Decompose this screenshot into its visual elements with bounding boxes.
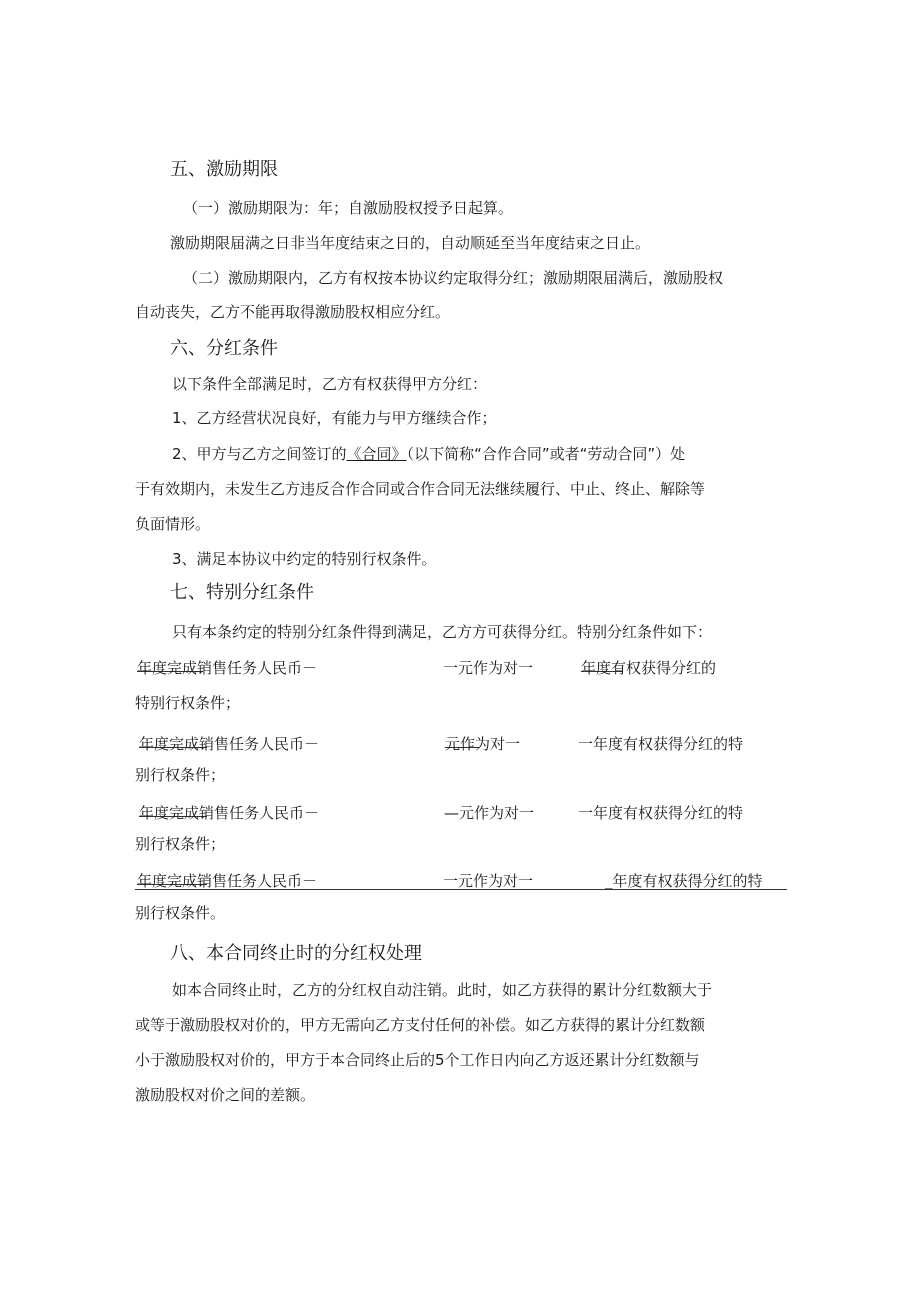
sales-target-text: 年度完成销售任务人民币－ bbox=[139, 804, 320, 822]
dividend-year-text: 一年度有权获得分红的特 bbox=[578, 735, 744, 753]
section-5-para-3-line-2: 自动丧失，乙方不能再取得激励股权相应分红。 bbox=[135, 303, 451, 321]
section-8-line-3: 小于激励股权对价的，甲方于本合同终止后的5个工作日内向乙方返还累计分红数额与 bbox=[135, 1051, 700, 1069]
special-condition-row-2-cont: 别行权条件； bbox=[135, 766, 226, 784]
special-condition-row-2 bbox=[135, 733, 787, 755]
condition-2-suffix: （以下简称“合作合同”或者“劳动合同”）处 bbox=[406, 445, 686, 463]
special-condition-row-1-cont: 特别行权条件； bbox=[135, 694, 241, 712]
condition-1: 1、乙方经营状况良好，有能力与甲方继续合作； bbox=[172, 409, 497, 427]
special-condition-row-3 bbox=[135, 802, 787, 824]
condition-2-line-1 bbox=[172, 443, 824, 465]
section-7-intro: 只有本条约定的特别分红条件得到满足，乙方方可获得分红。特别分红条件如下： bbox=[172, 623, 713, 641]
sales-target-text: 年度完成销售任务人民币－ bbox=[137, 659, 318, 677]
condition-2-line-2: 于有效期内，未发生乙方违反合作合同或合作合同无法继续履行、中止、终止、解除等 bbox=[135, 480, 706, 498]
special-condition-row-3-cont: 别行权条件； bbox=[135, 835, 226, 853]
section-5-para-1: （一）激励期限为：年；自激励股权授予日起算。 bbox=[183, 199, 514, 217]
amount-text: 一元作为对一 bbox=[443, 659, 534, 677]
section-5-para-2: 激励期限届满之日非当年度结束之日的，自动顺延至当年度结束之日止。 bbox=[170, 234, 651, 252]
special-condition-row-4-cont: 别行权条件。 bbox=[135, 904, 226, 922]
section-5-para-3-line-1: （二）激励期限内，乙方有权按本协议约定取得分红；激励期限届满后，激励股权 bbox=[183, 269, 724, 287]
section-8-line-1: 如本合同终止时，乙方的分红权自动注销。此时，如乙方获得的累计分红数额大于 bbox=[172, 981, 713, 999]
section-6-intro: 以下条件全部满足时，乙方有权获得甲方分红： bbox=[172, 375, 488, 393]
dividend-year-text: _年度有权获得分红的特 bbox=[605, 872, 763, 890]
contract-reference: 《合同》 bbox=[346, 445, 407, 463]
row-underline bbox=[135, 889, 787, 890]
dividend-year-text: 一年度有权获得分红的特 bbox=[578, 804, 744, 822]
section-6-heading: 六、分红条件 bbox=[170, 338, 278, 359]
sales-target-text: 年度完成销售任务人民币－ bbox=[137, 872, 318, 890]
section-7-heading: 七、特别分红条件 bbox=[170, 582, 314, 603]
section-8-line-2: 或等于激励股权对价的，甲方无需向乙方支付任何的补偿。如乙方获得的累计分红数额 bbox=[135, 1016, 706, 1034]
amount-text: 一元作为对一 bbox=[443, 872, 534, 890]
special-condition-row-1 bbox=[135, 657, 787, 679]
condition-2-prefix: 2、甲方与乙方之间签订的 bbox=[172, 445, 347, 463]
section-5-heading: 五、激励期限 bbox=[170, 159, 278, 180]
section-8-heading: 八、本合同终止时的分红权处理 bbox=[170, 943, 422, 964]
condition-3: 3、满足本协议中约定的特别行权条件。 bbox=[172, 550, 437, 568]
section-8-line-4: 激励股权对价之间的差额。 bbox=[135, 1086, 316, 1104]
dividend-year-text: 年度有权获得分红的 bbox=[581, 659, 717, 677]
sales-target-text: 年度完成销售任务人民币－ bbox=[139, 735, 320, 753]
amount-text: —元作为对一 bbox=[444, 804, 535, 822]
condition-2-line-3: 负面情形。 bbox=[135, 515, 211, 533]
amount-text: 元作为对一 bbox=[445, 735, 521, 753]
